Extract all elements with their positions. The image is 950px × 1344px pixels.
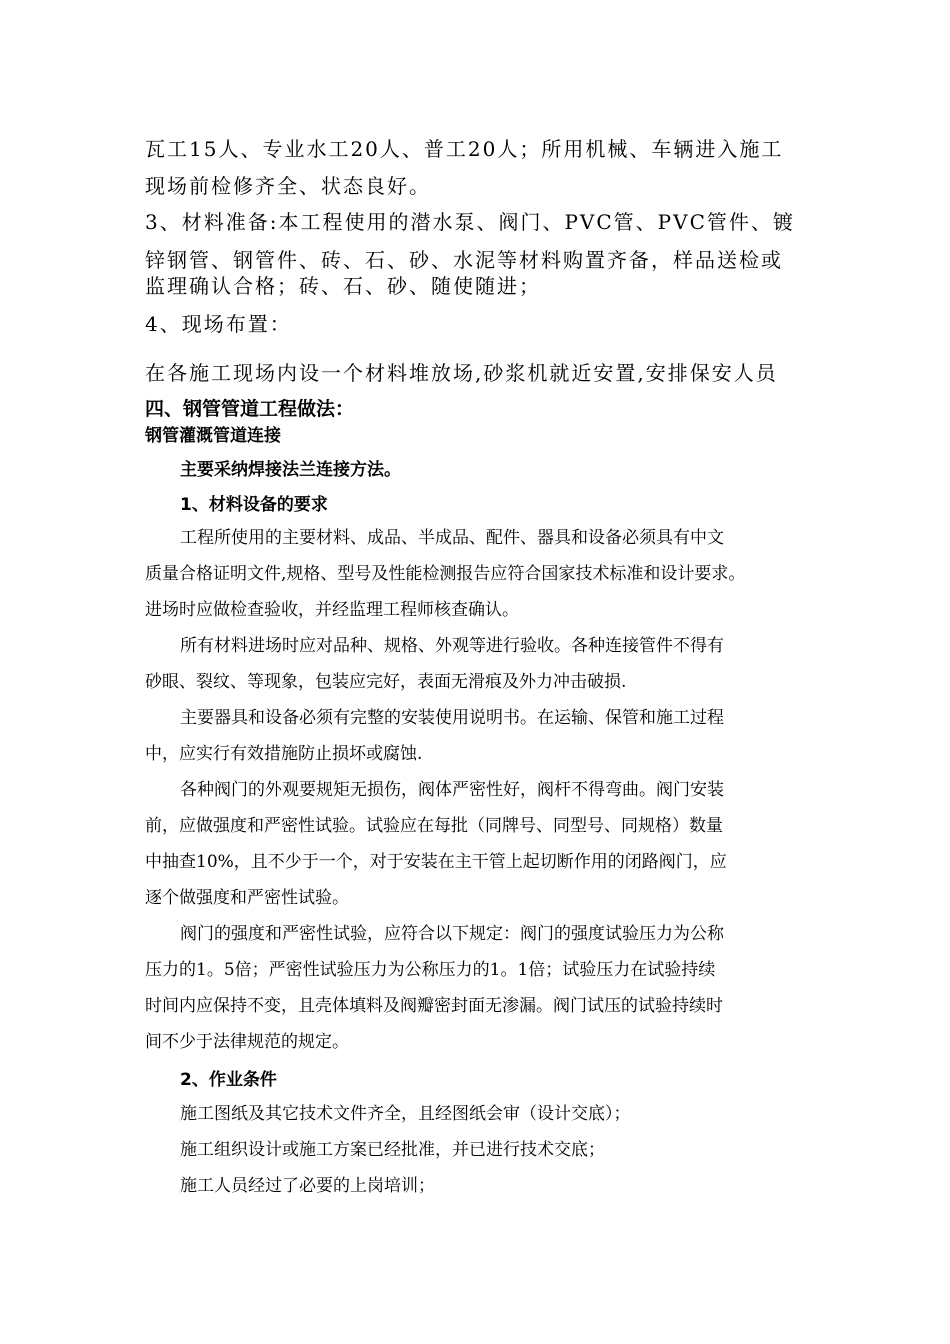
text-line: 间不少于法律规范的规定。	[145, 1032, 349, 1052]
text-line: 所有材料进场时应对品种、规格、外观等进行验收。各种连接管件不得有	[180, 636, 724, 656]
subsection-heading: 钢管灌溉管道连接	[145, 426, 281, 446]
subsection-heading: 1、材料设备的要求	[180, 495, 328, 515]
subsection-heading: 2、作业条件	[180, 1070, 277, 1090]
text-line: 进场时应做检查验收，并经监理工程师核查确认。	[145, 600, 519, 620]
text-line: 中抽查10%，且不少于一个，对于安装在主干管上起切断作用的闭路阀门，应	[145, 852, 727, 872]
text-line: 前，应做强度和严密性试验。试验应在每批（同牌号、同型号、同规格）数量	[145, 816, 723, 836]
text-line: 压力的1。5倍；严密性试验压力为公称压力的1。1倍；试验压力在试验持续	[145, 960, 716, 980]
text-line: 各种阀门的外观要规矩无损伤，阀体严密性好，阀杆不得弯曲。阀门安装	[180, 780, 724, 800]
text-line: 主要器具和设备必须有完整的安装使用说明书。在运输、保管和施工过程	[180, 708, 724, 728]
subsection-heading: 主要采纳焊接法兰连接方法。	[180, 460, 401, 480]
text-line: 中，应实行有效措施防止损坏或腐蚀.	[145, 744, 423, 764]
text-line: 施工组织设计或施工方案已经批准，并已进行技术交底；	[180, 1140, 605, 1160]
text-line: 阀门的强度和严密性试验，应符合以下规定：阀门的强度试验压力为公称	[180, 924, 724, 944]
text-line: 监理确认合格；砖、石、砂、随使随进；	[145, 274, 541, 298]
text-line: 逐个做强度和严密性试验。	[145, 888, 349, 908]
text-line: 锌钢管、钢管件、砖、石、砂、水泥等材料购置齐备，样品送检或	[145, 248, 783, 272]
text-line: 瓦工15人、专业水工20人、普工20人；所用机械、车辆进入施工	[145, 137, 784, 161]
text-line: 现场前检修齐全、状态良好。	[145, 174, 431, 198]
text-line: 施工人员经过了必要的上岗培训；	[180, 1176, 435, 1196]
text-line: 3、材料准备:本工程使用的潜水泵、阀门、PVC管、PVC管件、镀	[145, 210, 795, 234]
text-line: 工程所使用的主要材料、成品、半成品、配件、器具和设备必须具有中文	[180, 528, 724, 548]
text-line: 在各施工现场内设一个材料堆放场,砂浆机就近安置,安排保安人员	[145, 361, 778, 385]
text-line: 砂眼、裂纹、等现象，包装应完好，表面无滑痕及外力冲击破损.	[145, 672, 627, 692]
text-line: 4、现场布置：	[145, 312, 292, 336]
section-heading: 四、钢管管道工程做法：	[145, 398, 355, 420]
text-line: 时间内应保持不变，且壳体填料及阀瓣密封面无渗漏。阀门试压的试验持续时	[145, 996, 723, 1016]
text-line: 施工图纸及其它技术文件齐全，且经图纸会审（设计交底）；	[180, 1104, 631, 1124]
text-line: 质量合格证明文件,规格、型号及性能检测报告应符合国家技术标准和设计要求。	[145, 564, 746, 584]
